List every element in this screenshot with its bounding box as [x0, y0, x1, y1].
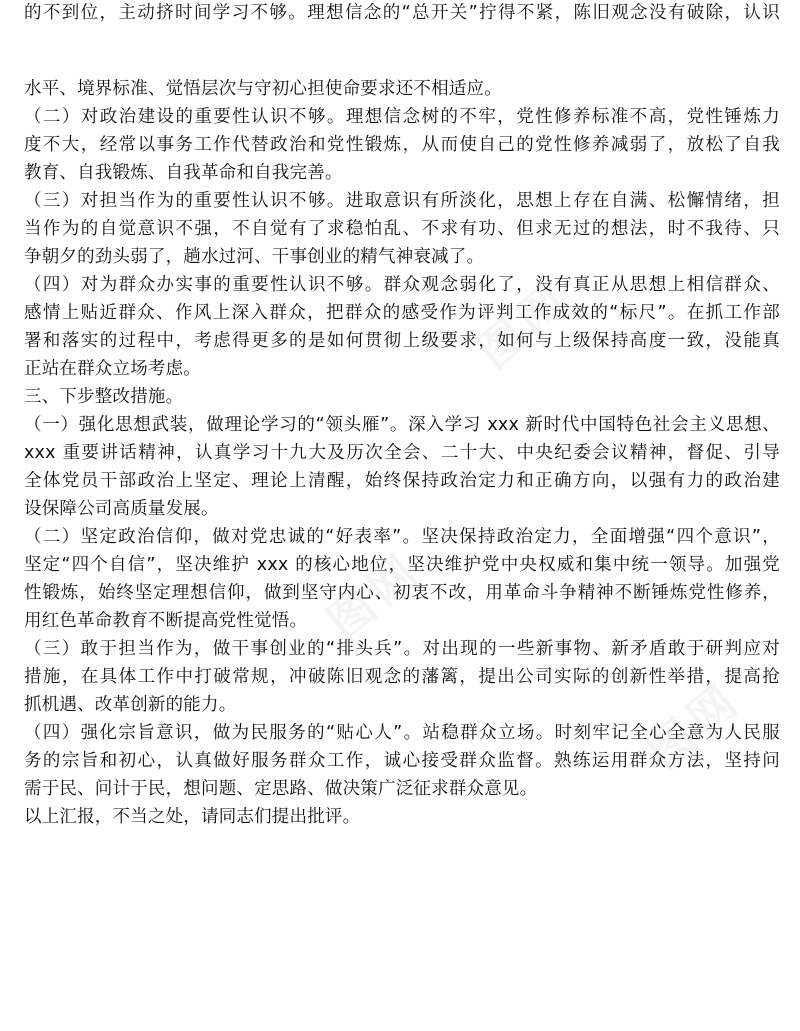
watermark: 图网	[636, 671, 752, 780]
paragraph-line: （三）敢于担当作为，做干事创业的“排头兵”。对出现的一些新事物、新矛盾敢于研判应对	[24, 639, 780, 659]
paragraph-line: 措施，在具体工作中打破常规，冲破陈旧观念的藩篱，提出公司实际的创新性举措，提高抢	[24, 667, 780, 687]
paragraph-line: 需于民、问计于民，想问题、定思路、做决策广泛征求群众意见。	[24, 779, 538, 799]
paragraph-line: 设保障公司高质量发展。	[24, 499, 219, 519]
paragraph-line: xxx 重要讲话精神，认真学习十九大及历次全会、二十大、中央纪委会议精神，督促、引导	[24, 443, 780, 463]
paragraph-line: （四）强化宗旨意识，做为民服务的“贴心人”。站稳群众立场。时刻牢记全心全意为人民服	[24, 723, 780, 743]
paragraph-line: （三）对担当作为的重要性认识不够。进取意识有所淡化，思想上存在自满、松懈情绪，担	[24, 191, 780, 211]
watermark: 图网	[316, 541, 432, 650]
paragraph-line: 感情上贴近群众、作风上深入群众，把群众的感受作为评判工作成效的“标尺”。在抓工作部	[24, 303, 780, 323]
paragraph-line: 务的宗旨和初心，认真做好服务群众工作，诚心接受群众监督。熟练运用群众方法，坚持问	[24, 751, 780, 771]
paragraph-line: 度不大，经常以事务工作代替政治和党性锻炼，从而使自己的党性修养减弱了，放松了自我	[24, 135, 780, 155]
paragraph-line: （一）强化思想武装，做理论学习的“领头雁”。深入学习 xxx 新时代中国特色社会主义思想、	[24, 415, 780, 435]
paragraph-line: （四）对为群众办实事的重要性认识不够。群众观念弱化了，没有真正从思想上相信群众、	[24, 275, 780, 295]
paragraph-line: 当作为的自觉意识不强，不自觉有了求稳怕乱、不求有功、但求无过的想法，时不我待、只	[24, 219, 780, 239]
watermark: 图网	[466, 271, 582, 380]
paragraph-line: 抓机遇、改革创新的能力。	[24, 695, 237, 715]
paragraph-line: 坚定“四个自信”，坚决维护 xxx 的核心地位，坚决维护党中央权威和集中统一领导。加强党	[24, 555, 780, 575]
paragraph-line: 全体党员干部政治上坚定、理论上清醒，始终保持政治定力和正确方向，以强有力的政治建	[24, 471, 780, 491]
paragraph-line: 正站在群众立场考虑。	[24, 359, 201, 379]
paragraph-line: 争朝夕的劲头弱了，趟水过河、干事创业的精气神衰减了。	[24, 247, 485, 267]
section-heading: 三、下步整改措施。	[24, 387, 184, 407]
paragraph-line: 教育、自我锻炼、自我革命和自我完善。	[24, 163, 343, 183]
paragraph-line: 用红色革命教育不断提高党性觉悟。	[24, 611, 308, 631]
paragraph-line: 性锻炼，始终坚定理想信仰，做到坚守内心、初衷不改，用革命斗争精神不断锤炼党性修养，	[24, 583, 780, 603]
paragraph-line: 的不到位，主动挤时间学习不够。理想信念的“总开关”拧得不紧，陈旧观念没有破除，认识	[24, 3, 780, 23]
paragraph-line: （二）坚定政治信仰，做对党忠诚的“好表率”。坚决保持政治定力，全面增强“四个意识”，	[24, 527, 780, 547]
closing-line: 以上汇报，不当之处，请同志们提出批评。	[24, 807, 361, 827]
paragraph-line: 署和落实的过程中，考虑得更多的是如何贯彻上级要求，如何与上级保持高度一致，没能真	[24, 331, 780, 351]
paragraph-line: （二）对政治建设的重要性认识不够。理想信念树的不牢，党性修养标准不高，党性锤炼力	[24, 107, 780, 127]
paragraph-line: 水平、境界标准、觉悟层次与守初心担使命要求还不相适应。	[24, 79, 502, 99]
